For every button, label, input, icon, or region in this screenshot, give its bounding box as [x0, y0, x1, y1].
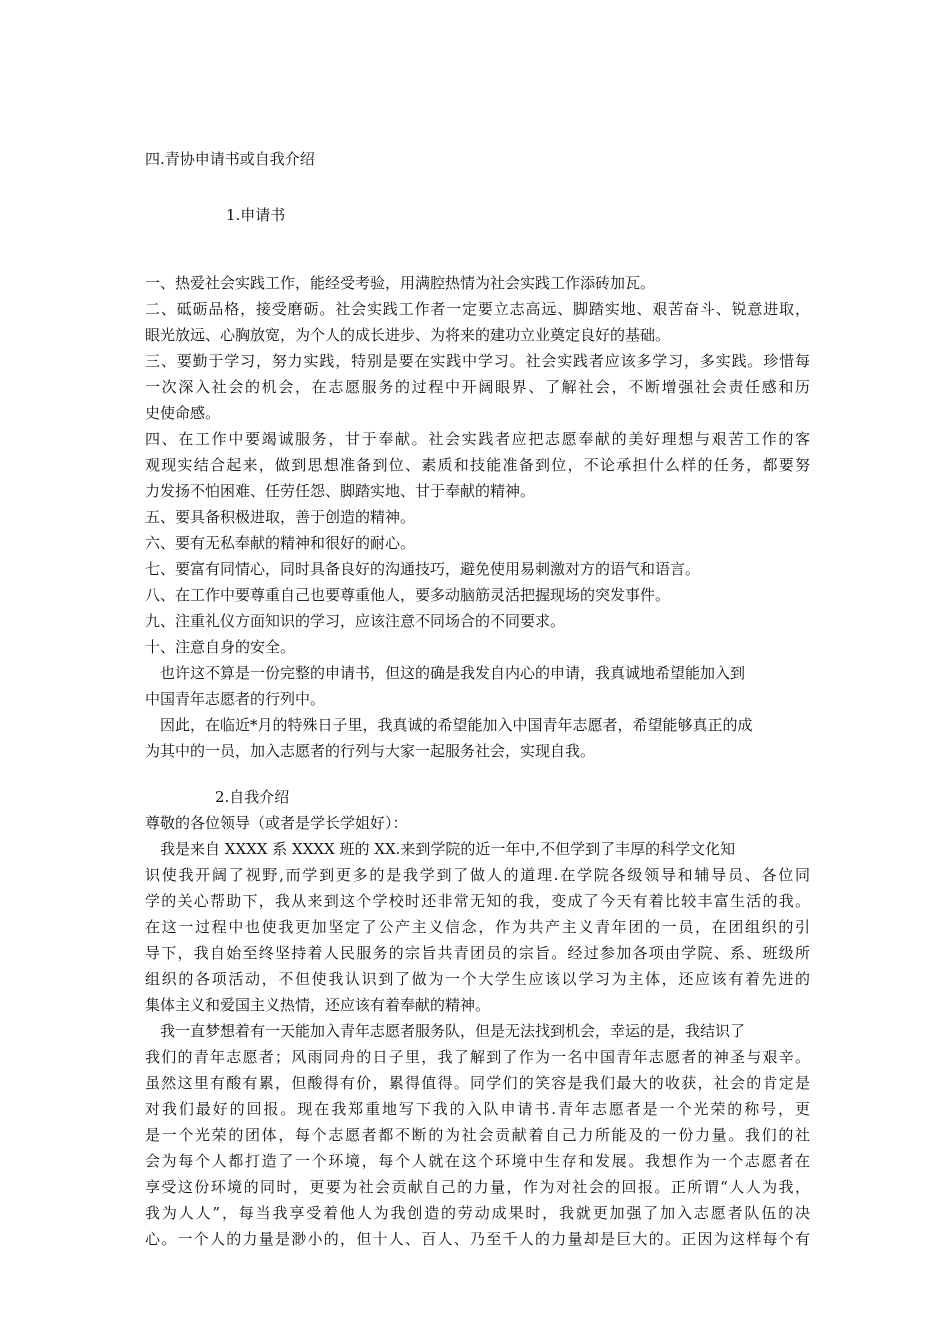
- self-intro-line: 我一直梦想着有一天能加入青年志愿者服务队，但是无法找到机会，幸运的是，我结识了: [160, 1022, 746, 1040]
- self-intro-line: 组织的各项活动，不但使我认识到了做为一个大学生应该以学习为主体，还应该有着先进的: [145, 970, 810, 988]
- self-intro-line: 心。一个人的力量是渺小的，但十人、百人、乃至千人的力量却是巨大的。正因为这样每个有: [145, 1230, 810, 1248]
- self-intro-line: 识使我开阔了视野,而学到更多的是我学到了做人的道理.在学院各级领导和辅导员、各位同: [145, 866, 810, 884]
- application-line: 史使命感。: [145, 404, 221, 422]
- application-line: 五、要具备积极进取，善于创造的精神。: [145, 508, 416, 526]
- self-intro-line: 集体主义和爱国主义热情，还应该有着奉献的精神。: [145, 996, 491, 1014]
- application-line: 四、在工作中要竭诚服务，甘于奉献。社会实践者应把志愿奉献的美好理想与艰苦工作的客: [145, 430, 810, 448]
- application-line: 为其中的一员，加入志愿者的行列与大家一起服务社会，实现自我。: [145, 742, 596, 760]
- self-intro-line: 虽然这里有酸有累，但酸得有价，累得值得。同学们的笑容是我们最大的收获，社会的肯定是: [145, 1074, 810, 1092]
- application-line: 八、在工作中要尊重自己也要尊重他人，要多动脑筋灵活把握现场的突发事件。: [145, 586, 671, 604]
- application-line: 也许这不算是一份完整的申请书，但这的确是我发自内心的申请，我真诚地希望能加入到: [160, 664, 746, 682]
- self-intro-line: 对我们最好的回报。现在我郑重地写下我的入队申请书.青年志愿者是一个光荣的称号，更: [145, 1100, 810, 1118]
- application-line: 观现实结合起来，做到思想准备到位、素质和技能准备到位，不论承担什么样的任务，都要努: [145, 456, 810, 474]
- application-line: 六、要有无私奉献的精神和很好的耐心。: [145, 534, 416, 552]
- self-intro-line: 我们的青年志愿者；风雨同舟的日子里，我了解到了作为一名中国青年志愿者的神圣与艰辛。: [145, 1048, 810, 1066]
- application-line: 一次深入社会的机会，在志愿服务的过程中开阔眼界、了解社会，不断增强社会责任感和历: [145, 378, 810, 396]
- application-line: 三、要勤于学习，努力实践，特别是要在实践中学习。社会实践者应该多学习，多实践。珍惜每: [145, 352, 810, 370]
- self-intro-line: 导下，我自始至终坚持着人民服务的宗旨共青团员的宗旨。经过参加各项由学院、系、班级所: [145, 944, 810, 962]
- self-intro-heading: 2.自我介绍: [215, 788, 290, 806]
- application-line: 九、注重礼仪方面知识的学习，应该注意不同场合的不同要求。: [145, 612, 566, 630]
- application-line: 一、热爱社会实践工作，能经受考验，用满腔热情为社会实践工作添砖加瓦。: [145, 274, 656, 292]
- self-intro-line: 学的关心帮助下，我从来到这个学校时还非常无知的我，变成了今天有着比较丰富生活的我。: [145, 892, 810, 910]
- self-intro-line: 我是来自 XXXX 系 XXXX 班的 XX.来到学院的近一年中,不但学到了丰厚的科学文化知: [160, 840, 736, 858]
- application-line: 因此，在临近*月的特殊日子里，我真诚的希望能加入中国青年志愿者，希望能够真正的成: [160, 716, 753, 734]
- application-line: 十、注意自身的安全。: [145, 638, 296, 656]
- self-intro-line: 在这一过程中也使我更加坚定了公产主义信念，作为共产主义青年团的一员，在团组织的引: [145, 918, 810, 936]
- self-intro-line: 我为人人”，每当我享受着他人为我创造的劳动成果时，我就更加强了加入志愿者队伍的决: [145, 1204, 810, 1222]
- application-line: 中国青年志愿者的行列中。: [145, 690, 326, 708]
- self-intro-line: 尊敬的各位领导（或者是学长学姐好）：: [145, 814, 408, 832]
- self-intro-line: 是一个光荣的团体，每个志愿者都不断的为社会贡献着自己力所能及的一份力量。我们的社: [145, 1126, 810, 1144]
- section-title: 四.青协申请书或自我介绍: [145, 150, 315, 168]
- application-line: 力发扬不怕困难、任劳任怨、脚踏实地、甘于奉献的精神。: [145, 482, 536, 500]
- self-intro-line: 会为每个人都打造了一个环境，每个人就在这个环境中生存和发展。我想作为一个志愿者在: [145, 1152, 810, 1170]
- application-line: 二、砥砺品格，接受磨砺。社会实践工作者一定要立志高远、脚踏实地、艰苦奋斗、锐意进取，: [145, 300, 810, 318]
- application-line: 眼光放远、心胸放宽，为个人的成长进步、为将来的建功立业奠定良好的基础。: [145, 326, 671, 344]
- application-line: 七、要富有同情心，同时具备良好的沟通技巧，避免使用易刺激对方的语气和语言。: [145, 560, 701, 578]
- self-intro-line: 享受这份环境的同时，更要为社会贡献自己的力量，作为对社会的回报。正所谓“人人为我，: [145, 1178, 810, 1196]
- application-heading: 1.申请书: [226, 206, 286, 224]
